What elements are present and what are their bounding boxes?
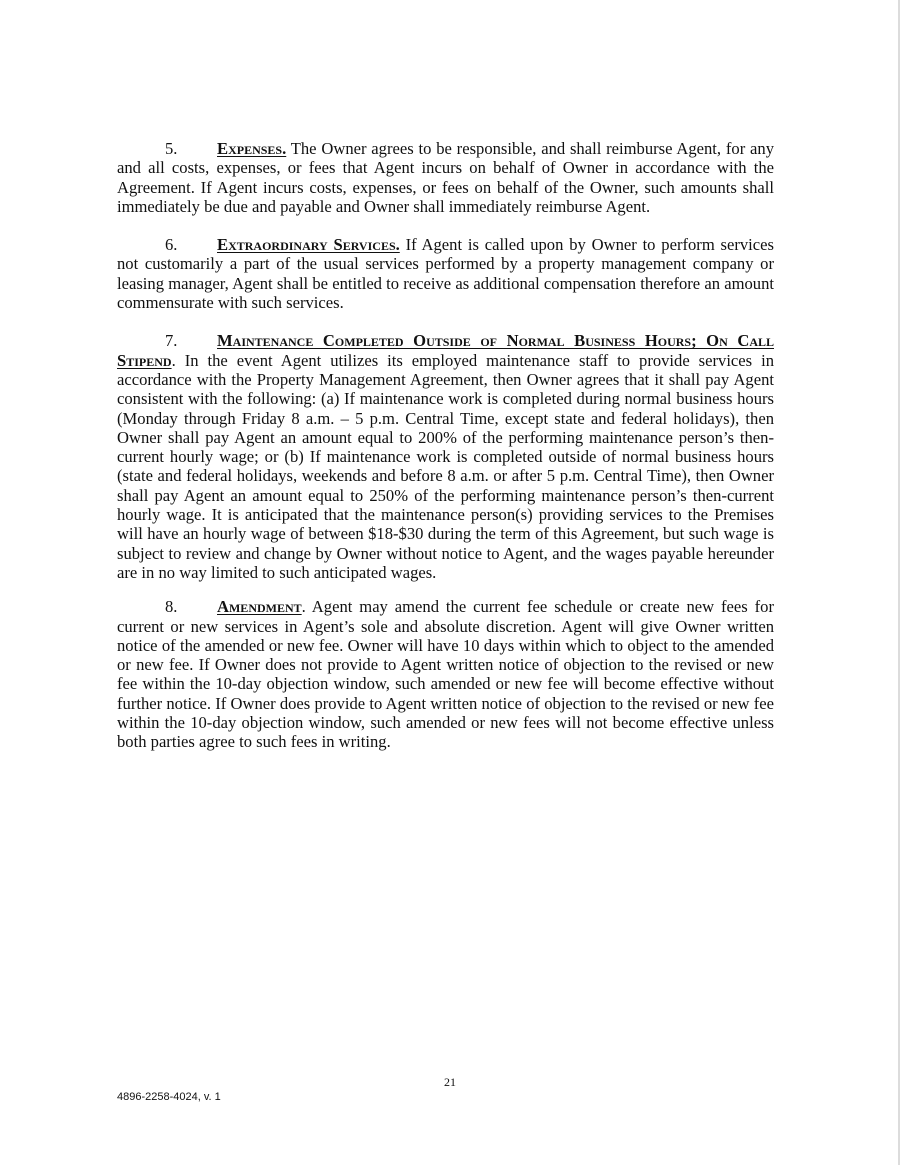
document-body: [117, 139, 774, 752]
section-text: If Agent is called upon by Owner to perform services not customarily a part of the usual services performed by a property management company or leasing manager, Agent shall be entitled to receive as additional compensation therefore an amount commensurate with such services.: [117, 235, 774, 313]
section-number: 6.: [165, 235, 178, 255]
section-amendment: [117, 597, 774, 751]
section-heading: Expenses.: [217, 139, 287, 158]
section-text: The Owner agrees to be responsible, and shall reimburse Agent, for any and all costs, expenses, or fees that Agent incurs on behalf of Owner in accordance with the Agreement. If Agent incurs costs, expenses, or fees on behalf of the Owner, such amounts shall immediately be due and payable and Owner shall immediately reimburse Agent.: [117, 139, 774, 216]
page-number: 21: [444, 1075, 456, 1089]
section-heading: Extraordinary Services.: [217, 235, 400, 255]
section-number: 7.: [165, 331, 178, 351]
section-number: 8.: [165, 597, 178, 617]
section-number: 5.: [165, 139, 178, 158]
document-id: 4896-2258-4024, v. 1: [117, 1091, 221, 1103]
section-text: . In the event Agent utilizes its employed maintenance staff to provide services in accordance with the Property Management Agreement, then Owner agrees that it shall pay Agent consistent with the following: (a) If maintenance work is completed during normal business hours (Monday through Friday 8 a.m. – 5 p.m. Central Time, except state and federal holidays), then Owner shall pay Agent an amount equal to 200% of the performing maintenance person’s then-current hourly wage; or (b) If maintenance work is completed outside of normal business hours (state and federal holidays, weekends and before 8 a.m. or after 5 p.m. Central Time), then Owner shall pay Agent an amount equal to 250% of the performing maintenance person’s then-current hourly wage. It is anticipated that the maintenance person(s) providing services to the Premises will have an hourly wage of between $18-$30 during the term of this Agreement, but such wage is subject to review and change by Owner without notice to Agent, and the wages payable hereunder are in no way limited to such anticipated wages.: [117, 350, 774, 582]
section-heading: Amendment: [217, 597, 302, 617]
section-text: . Agent may amend the current fee schedule or create new fees for current or new services in Agent’s sole and absolute discretion. Agent will give Owner written notice of the amended or new fee. Owner will have 10 days within which to object to the amended or new fee. If Owner does not provide to Agent written notice of objection to the revised or new fee within the 10-day objection window, such amended or new fee will become effective without further notice. If Owner does provide to Agent written notice of objection to the revised or new fee within the 10-day objection window, such amended or new fees will not become effective unless both parties agree to such fees in writing.: [117, 597, 774, 752]
section-heading: Maintenance Completed Outside of Normal Business Hours; On Call Stipend: [117, 331, 774, 370]
section-maintenance-outside-hours: [117, 331, 774, 582]
section-extraordinary-services: [117, 235, 774, 312]
section-expenses: [117, 139, 774, 216]
